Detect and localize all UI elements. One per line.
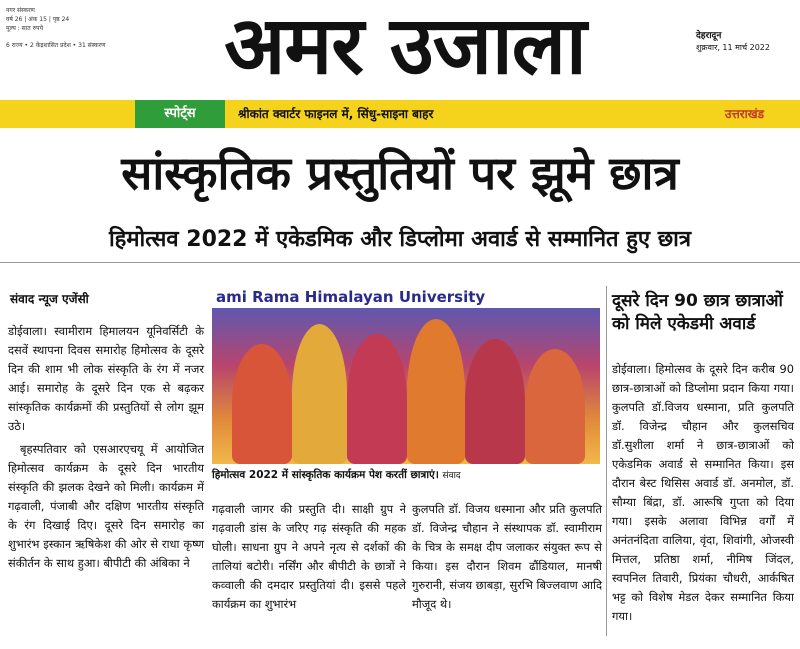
masthead xyxy=(0,0,800,100)
divider xyxy=(0,262,800,263)
column-divider xyxy=(606,286,607,636)
dancer-figure xyxy=(292,324,347,464)
date: शुक्रवार, 11 मार्च 2022 xyxy=(695,43,770,52)
caption-text: हिमोत्सव 2022 में सांस्कृतिक कार्यक्रम पेश करतीं छात्राएं। xyxy=(212,469,439,481)
dancer-figure xyxy=(232,344,292,464)
edition-line: मूल्य : सात रुपये xyxy=(6,25,44,32)
newspaper-title: अमर उजाला xyxy=(224,0,586,92)
dancer-figure xyxy=(347,334,407,464)
dancer-figure xyxy=(465,339,525,464)
region-label: उत्तराखंड xyxy=(724,107,764,121)
edition-line: नगर संस्करण xyxy=(6,7,35,14)
paragraph: कुलपति डॉ. विजय धस्माना और प्रति कुलपति डॉ. विजेन्द्र चौहान ने संस्थापक डॉ. स्वामीराम के चित्र के समक्ष दीप जलाकर संयुक्त रूप से किया। इस दौरान शिवम ढौंडियाल, मानषी गुरुरानी, संजय छाबड़ा, सुरभि बिज्लवाण आदि मौजूद थे। xyxy=(412,502,602,611)
band-headline: श्रीकांत क्वार्टर फाइनल में, सिंधु-साइना बाहर xyxy=(238,107,434,121)
article-column-1 xyxy=(8,322,204,573)
city: देहरादून xyxy=(695,31,722,41)
edition-info xyxy=(6,6,126,50)
photo-caption xyxy=(212,468,600,483)
section-tag: स्पोर्ट्स xyxy=(135,100,225,128)
paragraph: डोईवाला। स्वामीराम हिमालयन यूनिवर्सिटी के दसवें स्थापना दिवस समारोह हिमोत्सव के दूसरे दिन की शाम भी लोक संस्कृति के रंग में नजर आई। समारोह के दूसरे दिन एक से बढ़कर सांस्कृतिक कार्यक्रमों की प्रस्तुतियों से लोग झूम उठे। xyxy=(8,324,204,433)
article-column-3 xyxy=(412,500,602,614)
article-photo xyxy=(212,286,600,464)
paragraph: गढ़वाली जागर की प्रस्तुति दी। साक्षी ग्रुप ने गढ़वाली डांस के जरिए गढ़ संस्कृति की महक घोली। साधना ग्रुप ने अपने नृत्य से दर्शकों की तालियां बटोरी। नर्सिंग और बीपीटी के छात्रों ने कव्वाली की दमदार प्रस्तुतियां दी। इससे पहले कार्यक्रम का शुभारंभ xyxy=(212,502,406,611)
byline-agency: संवाद न्यूज एजेंसी xyxy=(10,292,89,306)
caption-credit: संवाद xyxy=(442,471,461,481)
edition-line: वर्ष 26 | अंक 15 | पृष्ठ 24 xyxy=(6,16,70,23)
edition-line: 6 राज्य • 2 केंद्रशासित प्रदेश • 31 संस्करण xyxy=(6,42,106,49)
paragraph: डोईवाला। हिमोत्सव के दूसरे दिन करीब 90 छात्र-छात्राओं को डिप्लोमा प्रदान किया गया। कुलपति डॉ.विजय धस्माना, प्रति कुलपति डॉ. विजेन्द्र चौहान और कुलसचिव डॉ.सुशीला शर्मा ने छात्र-छात्राओं को एकेडमिक अवार्ड से सम्मानित किया। इस दौरान बेस्ट थिसिस अवार्ड डॉ. अनमोल, डॉ. सौम्या बिंद्रा, डॉ. आरूषि गुप्ता को दिया गया। इसके अलावा विभिन्न वर्गों में अनंतनंदिता वालिया, वृंदा, शिवांगी, ओजस्वी मित्तल, प्रतिष्ठा शर्मा, नीमिष जिंदल, स्वपनिल तिवारी, प्रियंका चौधरी, आर्कषित भट्ट को विशेष मेडल देकर सम्मानित किया गया। xyxy=(612,362,794,623)
dancer-figure xyxy=(525,349,585,464)
dancer-figure xyxy=(407,319,465,464)
sub-headline: हिमोत्सव 2022 में एकेडमिक और डिप्लोमा अवार्ड से सम्मानित हुए छात्र xyxy=(108,227,692,252)
sidebar-headline: दूसरे दिन 90 छात्र छात्राओं को मिले एकेडमी अवार्ड xyxy=(612,291,783,334)
sidebar-body xyxy=(612,360,794,626)
main-headline: सांस्कृतिक प्रस्तुतियों पर झूमे छात्र xyxy=(121,146,679,200)
article-column-2 xyxy=(212,500,406,614)
section-band xyxy=(0,100,800,128)
paragraph: बृहस्पतिवार को एसआरएचयू में आयोजित हिमोत्सव कार्यक्रम के दूसरे दिन भारतीय संस्कृति की झलक देखने को मिली। कार्यक्रम में गढ़वाली, पंजाबी और दक्षिण भारतीय संस्कृति के रंग दिखाई दिए। दूसरे दिन समारोह का शुभारंभ इस्कान ऋषिकेश की ओर से राधा कृष्ण संकीर्तन के साथ हुआ। बीपीटी की अंबिका ने xyxy=(8,442,204,570)
photo-banner-text: ami Rama Himalayan University xyxy=(212,286,600,308)
dateline xyxy=(696,30,770,54)
